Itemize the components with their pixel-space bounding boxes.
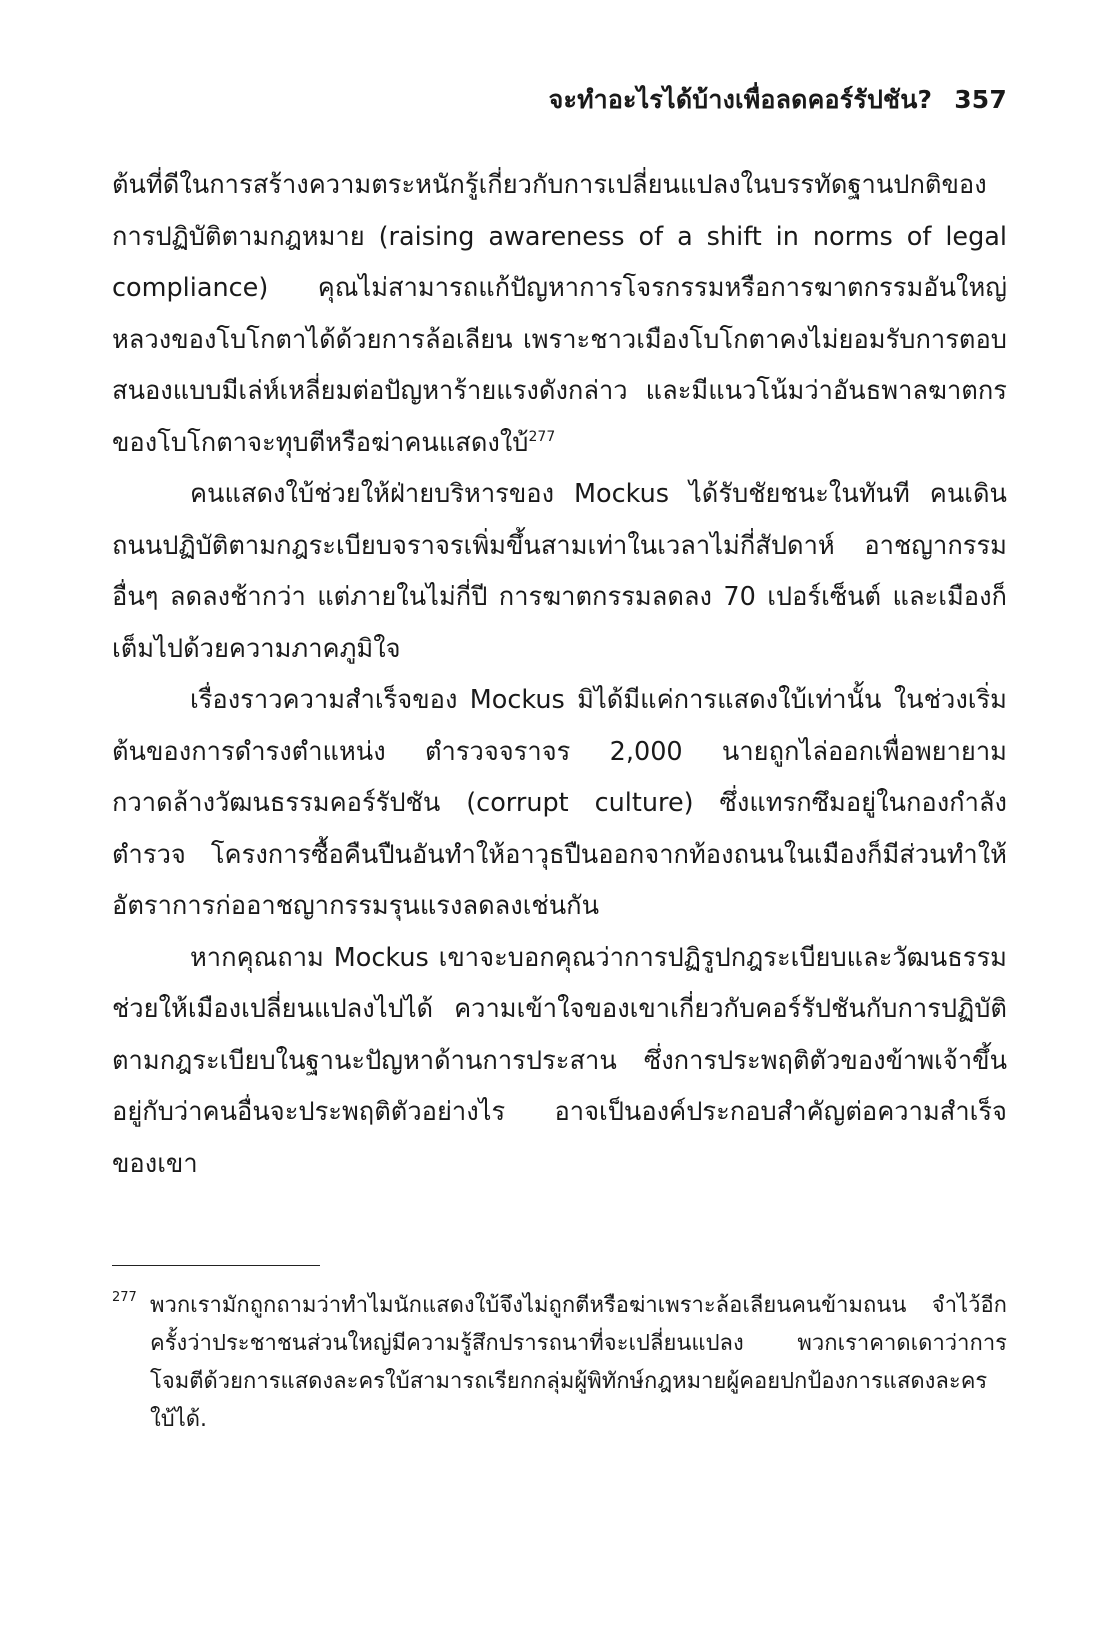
footnote-reference: 277 (528, 428, 556, 445)
paragraph-2: คนแสดงใบ้ช่วยให้ฝ่ายบริหารของ Mockus ได้รับชัยชนะในทันที คนเดินถนนปฏิบัติตามกฎระเบียบจราจรเพิ่มขึ้นสามเท่าในเวลาไม่กี่สัปดาห์ อาชญากรรมอื่นๆ ลดลงช้ากว่า แต่ภายในไม่กี่ปี การฆาตกรรมลดลง 70 เปอร์เซ็นต์ และเมืองก็เต็มไปด้วยความภาคภูมิใจ (112, 479, 1007, 664)
page-number: 357 (954, 85, 1007, 114)
chapter-title: จะทำอะไรได้บ้างเพื่อลดคอร์รัปชัน? (548, 85, 933, 114)
paragraph-3: เรื่องราวความสำเร็จของ Mockus มิได้มีแค่การแสดงใบ้เท่านั้น ในช่วงเริ่มต้นของการดำรงตำแหน่ง ตำรวจจราจร 2,000 นายถูกไล่ออกเพื่อพยายามกวาดล้างวัฒนธรรมคอร์รัปชัน (corrupt culture) ซึ่งแทรกซึมอยู่ในกองกำลังตำรวจ โครงการซื้อคืนปืนอันทำให้อาวุธปืนออกจากท้องถนนในเมืองก็มีส่วนทำให้อัตราการก่ออาชญากรรมรุนแรงลดลงเช่นกัน (112, 685, 1007, 921)
paragraph-4: หากคุณถาม Mockus เขาจะบอกคุณว่าการปฏิรูปกฎระเบียบและวัฒนธรรมช่วยให้เมืองเปลี่ยนแปลงไปได้ ความเข้าใจของเขาเกี่ยวกับคอร์รัปชันกับการปฏิบัติตามกฎระเบียบในฐานะปัญหาด้านการประสาน ซึ่งการประพฤติตัวของข้าพเจ้าขึ้นอยู่กับว่าคนอื่นจะประพฤติตัวอย่างไร อาจเป็นองค์ประกอบสำคัญต่อความสำเร็จของเขา (112, 942, 1007, 1179)
footnote-number: 277 (112, 1290, 137, 1305)
body-text (112, 160, 1007, 1190)
paragraph-1 (112, 160, 1007, 469)
running-header (549, 80, 1007, 120)
footnote-text: พวกเรามักถูกถามว่าทำไมนักแสดงใบ้จึงไม่ถูกตีหรือฆ่าเพราะล้อเลียนคนข้ามถนน จำไว้อีกครั้งว่าประชาชนส่วนใหญ่มีความรู้สึกปรารถนาที่จะเปลี่ยนแปลง พวกเราคาดเดาว่าการโจมตีด้วยการแสดงละครใบ้สามารถเรียกกลุ่มผู้พิทักษ์กฎหมายผู้คอยปกป้องการแสดงละครใบ้ได้. (150, 1293, 1007, 1432)
footnote (112, 1287, 1007, 1439)
paragraph-1-text: ต้นที่ดีในการสร้างความตระหนักรู้เกี่ยวกับการเปลี่ยนแปลงในบรรทัดฐานปกติของการปฏิบัติตามกฎหมาย (raising awareness of a shift in norms of legal compliance) คุณไม่สามารถแก้ปัญหาการโจรกรรมหรือการฆาตกรรมอันใหญ่หลวงของโบโกตาได้ด้วยการล้อเลียน เพราะชาวเมืองโบโกตาคงไม่ยอมรับการตอบสนองแบบมีเล่ห์เหลี่ยมต่อปัญหาร้ายแรงดังกล่าว และมีแนวโน้มว่าอันธพาลฆาตกรของโบโกตาจะทุบตีหรือฆ่าคนแสดงใบ้ (112, 170, 1007, 458)
footnote-divider (112, 1265, 320, 1266)
